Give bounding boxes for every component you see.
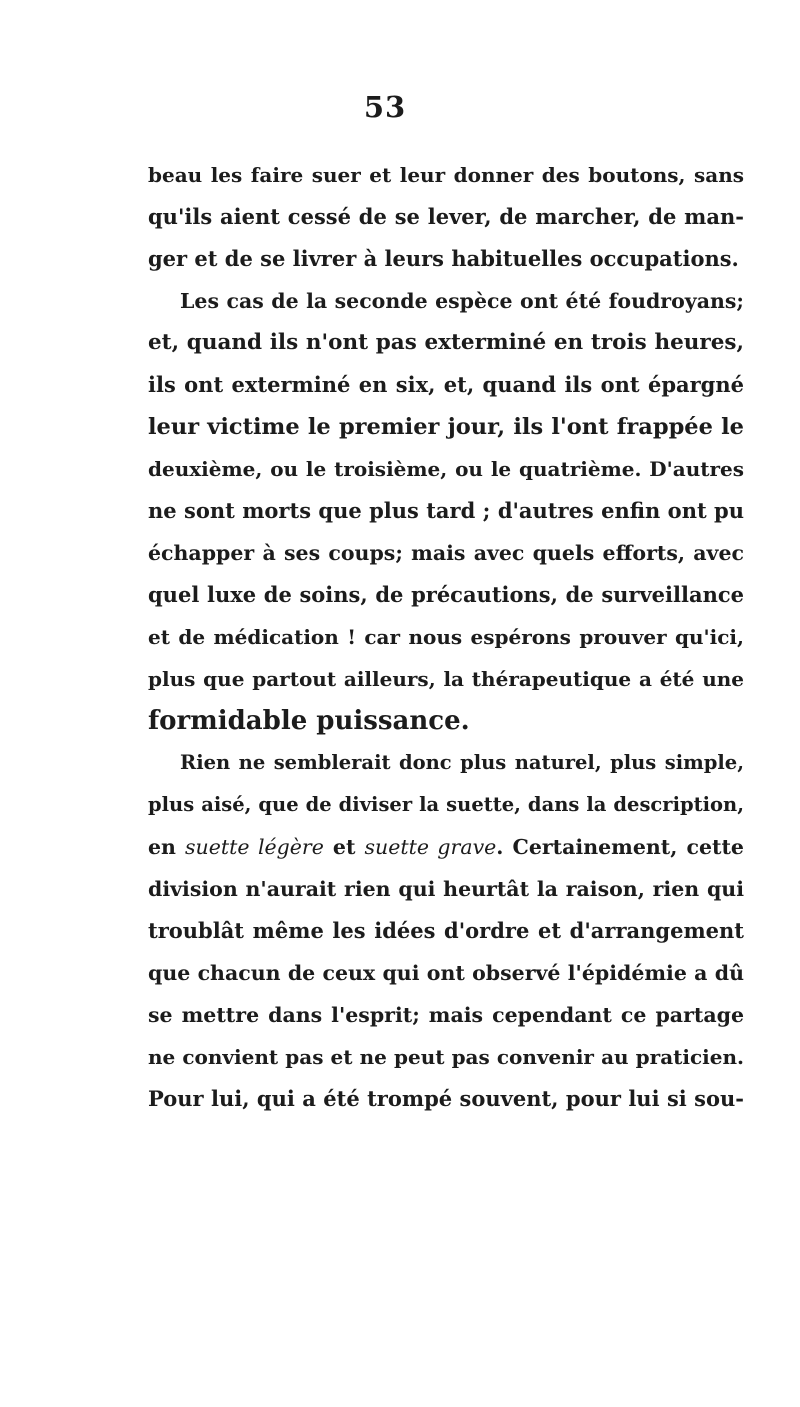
text-line: Rien ne semblerait donc plus naturel, plus simple, xyxy=(180,751,744,774)
text-line: plus aisé, que de diviser la suette, dans la description, xyxy=(148,793,744,816)
text-line: échapper à ses coups; mais avec quels efforts, avec xyxy=(148,541,744,565)
text-line: et, quand ils n'ont pas exterminé en trois heures, xyxy=(148,330,744,355)
text-line: troublât même les idées d'ordre et d'arrangement xyxy=(148,918,744,943)
text-segment: en xyxy=(148,835,186,859)
text-line: ne convient pas et ne peut pas convenir au praticien. xyxy=(148,1045,744,1069)
body-text xyxy=(148,154,744,1120)
text-line: que chacun de ceux qui ont observé l'épidémie a dû xyxy=(148,961,744,985)
text-line: et de médication ! car nous espérons prouver qu'ici, xyxy=(148,625,744,649)
text-line: ger et de se livrer à leurs habituelles occupations. xyxy=(148,246,739,271)
text-segment: . Certainement, cette xyxy=(496,835,744,859)
text-line: deuxième, ou le troisième, ou le quatrième. D'autres xyxy=(148,457,744,481)
text-line: ils ont exterminé en six, et, quand ils ont épargné xyxy=(148,372,744,397)
text-line: Pour lui, qui a été trompé souvent, pour lui si sou- xyxy=(148,1086,744,1111)
text-segment: et xyxy=(323,835,365,859)
italic-term-grave-sweat: suette grave xyxy=(364,835,497,859)
text-line: beau les faire suer et leur donner des boutons, sans xyxy=(148,163,744,187)
text-line: Les cas de la seconde espèce ont été foudroyans; xyxy=(180,289,744,313)
text-line: division n'aurait rien qui heurtât la raison, rien qui xyxy=(148,877,744,901)
text-line: quel luxe de soins, de précautions, de surveillance xyxy=(148,582,744,607)
text-line: leur victime le premier jour, ils l'ont frappée le xyxy=(148,414,744,440)
text-line: qu'ils aient cessé de se lever, de marcher, de man- xyxy=(148,204,744,229)
text-line: plus que partout ailleurs, la thérapeutique a été une xyxy=(148,667,744,691)
text-line: ne sont morts que plus tard ; d'autres enfin ont pu xyxy=(148,498,744,523)
text-line: formidable puissance. xyxy=(148,706,470,736)
page-number: 53 xyxy=(363,90,407,124)
text-line: se mettre dans l'esprit; mais cependant ce partage xyxy=(148,1003,744,1027)
italic-term-light-sweat: suette légère xyxy=(185,835,324,859)
text-line-with-italics xyxy=(148,826,744,868)
